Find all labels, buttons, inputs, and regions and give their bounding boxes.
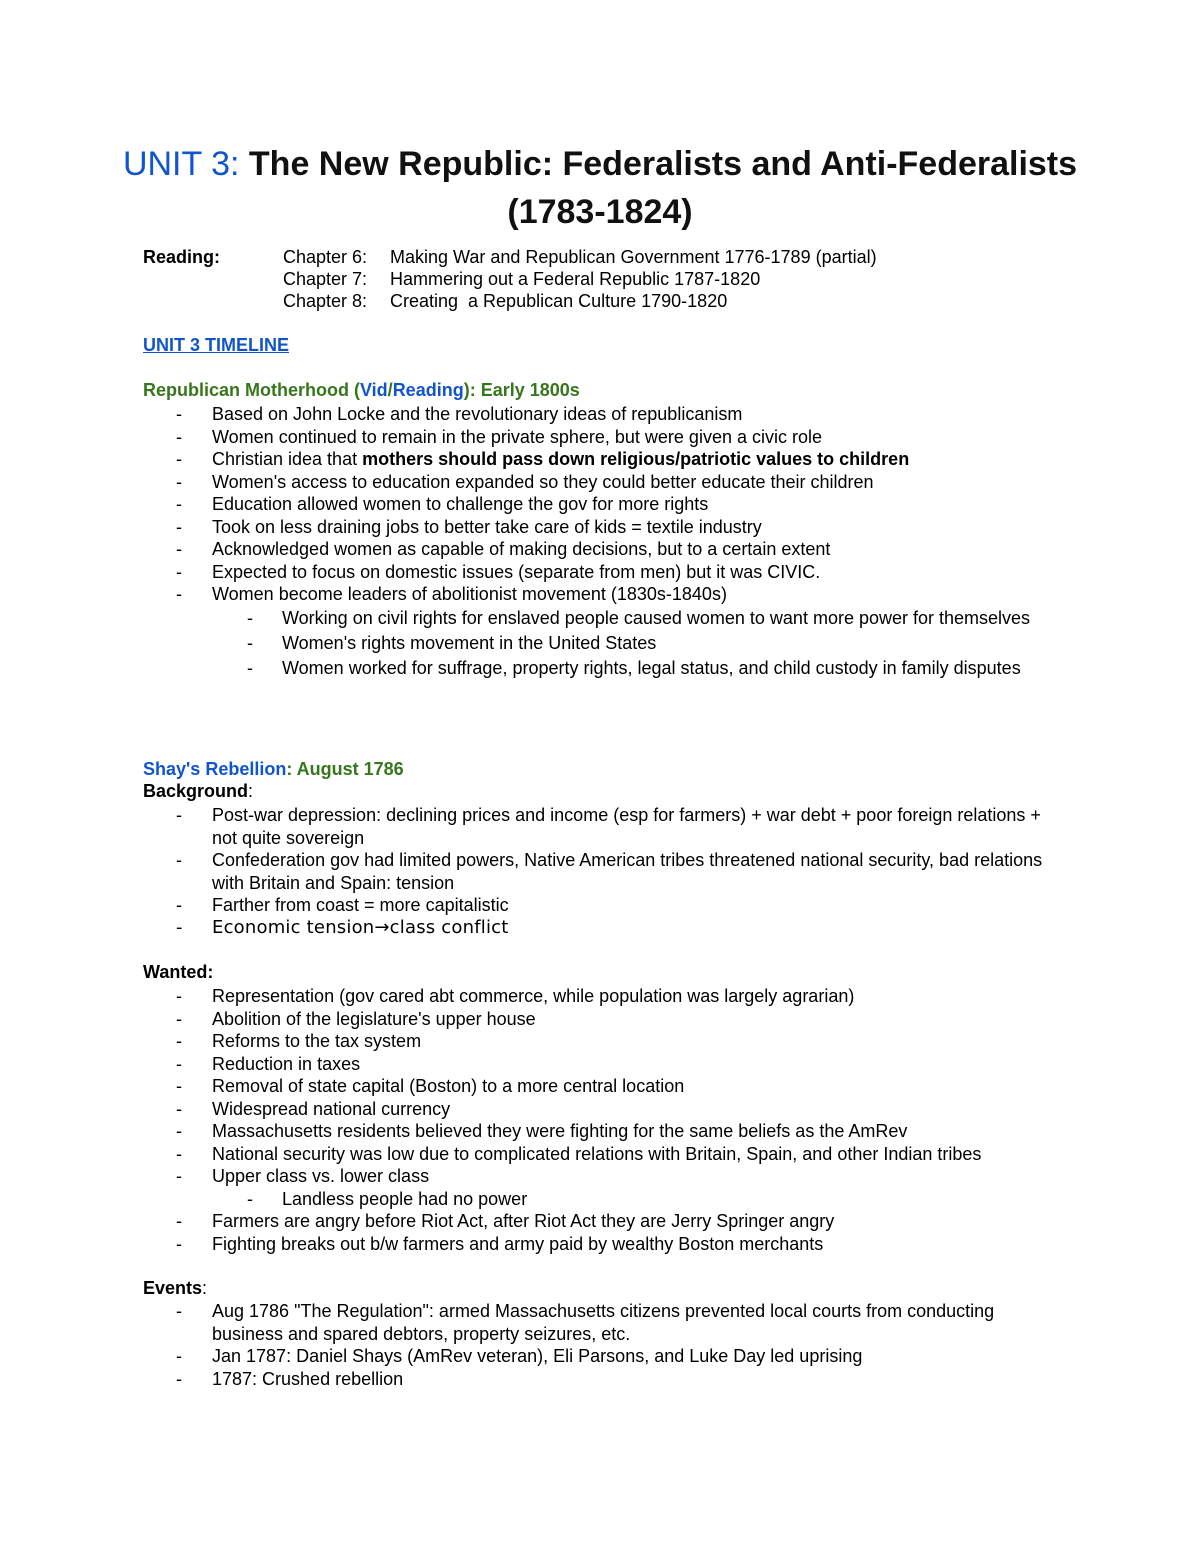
sub-list-item: - Women's rights movement in the United States	[212, 631, 1063, 656]
heading-text: Republican Motherhood (	[143, 380, 360, 400]
list-item: - Widespread national currency	[143, 1098, 1063, 1121]
label-text: Wanted:	[143, 962, 214, 982]
shays-rebellion-heading	[143, 759, 404, 780]
heading-slash: /	[387, 380, 393, 400]
list-item: - Took on less draining jobs to better take care of kids = textile industry	[143, 516, 1063, 539]
list-item: - Removal of state capital (Boston) to a more central location	[143, 1075, 1063, 1098]
motherhood-list	[143, 403, 1063, 681]
page-title	[90, 140, 1110, 236]
wanted-label	[143, 962, 213, 983]
list-item: - Representation (gov cared abt commerce, while population was largely agrarian)	[143, 985, 1063, 1008]
sub-list-item: - Women worked for suffrage, property rights, legal status, and child custody in family disputes	[212, 656, 1063, 681]
wanted-list	[143, 985, 1063, 1255]
chapter-title: Creating a Republican Culture 1790-1820	[390, 291, 728, 311]
reading-row	[283, 268, 760, 290]
list-item: - National security was low due to complicated relations with Britain, Spain, and other Indian tribes	[143, 1143, 1063, 1166]
heading-date: ): Early 1800s	[463, 380, 580, 400]
unit-timeline-link[interactable]: UNIT 3 TIMELINE	[143, 335, 290, 355]
reading-row	[283, 290, 727, 312]
label-text: Events	[143, 1278, 203, 1298]
sub-list-item: - Working on civil rights for enslaved people caused women to want more power for themselves	[212, 606, 1063, 631]
reading-row	[283, 246, 877, 268]
chapter-title: Making War and Republican Government 1776-1789 (partial)	[390, 247, 877, 267]
list-item: - Women continued to remain in the private sphere, but were given a civic role	[143, 426, 1063, 449]
list-item: - Post-war depression: declining prices and income (esp for farmers) + war debt + poor foreign relations + not quite sovereign	[143, 804, 1063, 849]
list-item: - Based on John Locke and the revolutionary ideas of republicanism	[143, 403, 1063, 426]
sub-list	[212, 606, 1063, 681]
list-item: - Fighting breaks out b/w farmers and army paid by wealthy Boston merchants	[143, 1233, 1063, 1256]
list-item	[143, 1165, 1063, 1210]
sub-list	[212, 1188, 1063, 1211]
chapter-title: Hammering out a Federal Republic 1787-1820	[390, 269, 761, 289]
reading-label: Reading:	[143, 247, 221, 267]
republican-motherhood-heading	[143, 380, 580, 401]
events-label	[143, 1278, 207, 1299]
sub-list-item: - Landless people had no power	[212, 1188, 1063, 1211]
list-item: - Massachusetts residents believed they were fighting for the same beliefs as the AmRev	[143, 1120, 1063, 1143]
background-label	[143, 781, 253, 802]
list-item: - Farmers are angry before Riot Act, after Riot Act they are Jerry Springer angry	[143, 1210, 1063, 1233]
reading-link[interactable]: Reading	[392, 380, 464, 400]
chapter-number: Chapter 7:	[283, 269, 368, 289]
list-item: - Abolition of the legislature's upper house	[143, 1008, 1063, 1031]
shays-link[interactable]: Shay's Rebellion	[143, 759, 287, 779]
list-item	[143, 448, 1063, 471]
list-item: - Reforms to the tax system	[143, 1030, 1063, 1053]
label-colon: :	[202, 1278, 208, 1298]
list-item	[143, 583, 1063, 681]
chapter-number: Chapter 6:	[283, 247, 368, 267]
chapter-number: Chapter 8:	[283, 291, 368, 311]
list-item: - Economic tension→class conflict	[143, 917, 1063, 940]
label-colon: :	[248, 781, 254, 801]
list-item: - Women's access to education expanded so they could better educate their children	[143, 471, 1063, 494]
item-bold-text: mothers should pass down religious/patriotic values to children	[362, 449, 910, 469]
list-item: - Confederation gov had limited powers, Native American tribes threatened national security, bad relations with Britain and Spain: tension	[143, 849, 1063, 894]
list-item: - Acknowledged women as capable of making decisions, but to a certain extent	[143, 538, 1063, 561]
list-item: - Reduction in taxes	[143, 1053, 1063, 1076]
title-main: The New Republic: Federalists and Anti-Federalists (1783-1824)	[248, 145, 1078, 231]
item-text: Women become leaders of abolitionist movement (1830s-1840s)	[212, 584, 727, 604]
background-list	[143, 804, 1063, 939]
heading-date: : August 1786	[286, 759, 404, 779]
list-item: - 1787: Crushed rebellion	[143, 1368, 1063, 1391]
vid-link[interactable]: Vid	[359, 380, 388, 400]
list-item: - Jan 1787: Daniel Shays (AmRev veteran), Eli Parsons, and Luke Day led uprising	[143, 1345, 1063, 1368]
item-text: Christian idea that	[212, 449, 363, 469]
unit-prefix: UNIT 3:	[122, 145, 240, 183]
list-item: - Aug 1786 "The Regulation": armed Massachusetts citizens prevented local courts from conducting business and spared debtors, property seizures, etc.	[143, 1300, 1063, 1345]
list-item: - Expected to focus on domestic issues (separate from men) but it was CIVIC.	[143, 561, 1063, 584]
list-item: - Farther from coast = more capitalistic	[143, 894, 1063, 917]
events-list	[143, 1300, 1063, 1390]
list-item: - Education allowed women to challenge the gov for more rights	[143, 493, 1063, 516]
label-text: Background	[143, 781, 249, 801]
item-text: Upper class vs. lower class	[212, 1166, 430, 1186]
